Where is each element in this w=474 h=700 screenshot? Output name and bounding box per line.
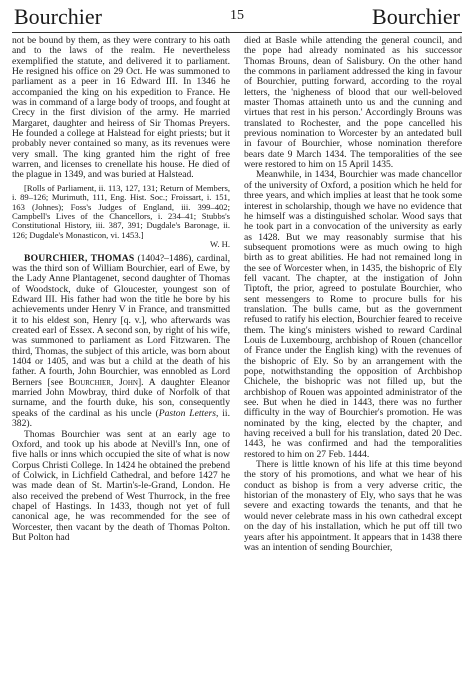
page-header xyxy=(0,0,474,30)
paragraph: There is little known of his life at this time beyond the story of his promotions, and what we hear of his conduct as bishop is from a very adverse critic, the historian of the monastery of Ely, who says that he was severe and exacting towards the tenants, and that he would never celebrate mass in his own cathedral except on the day of his installation, which he put off till two years after his appointment. It appears that in 1438 there was an intention of sending Bourchier, xyxy=(244,459,462,553)
entry-text: cardinal, was the third son of William Bourchier, earl of Ewe, by the Lady Anne Plantagenet, second daughter of Thomas of Woodstock, duke of Gloucester, youngest son of Edward III. His father had won the title he bore by his achievements under Henry V in France, and transmitted it to his eldest son, Henry [q. v.], who afterwards was created earl of Essex. A second son, by right of his wife, was summoned to parliament as Lord Fitzwaren. The third, Thomas, the subject of this article, was born about 1404 or 1405, and was but a child at the death of his father. A fourth, John Bourchier, was ennobled as Lord Berners [see xyxy=(12,252,230,388)
paragraph: Thomas Bourchier was sent at an early age to Oxford, and took up his abode at Nevill's Inn, one of five halls or inns which occupied the site of what is now Corpus Christi College. In 1424 he obtained the prebend of Colwick, in Lichfield Cathedral, and before 1427 he was made dean of St. Martin's-le-Grand, London. He also received the prebend of West Thurrock, in the free chapel of Hastings. In 1433, though not yet of full canonical age, he was recommended for the see of Worcester, then vacant by the death of Thomas Polton. But Polton had xyxy=(12,428,230,543)
references-text: [Rolls of Parliament, ii. 113, 127, 131; Return of Members, i. 89–126; Murimuth, 111, Eng. Hist. Soc.; Froissart, i. 151, 163 (Johnes); Foss's Judges of England, iii. 399–402; Campbell's Lives of the Chancellors, i. 234–41; Stubbs's Constitutional History, iii. 387, 391; Dugdale's Baronage, ii. 126; Dugdale's Monasticon, vi. 1453.] xyxy=(12,182,230,240)
header-rule xyxy=(12,32,462,33)
entry-text: , ii. 382). xyxy=(12,407,230,430)
right-column xyxy=(244,36,462,696)
paragraph: not be bound by them, as they were contrary to his oath and to the laws of the realm. He nevertheless exemplified the statute, and delivered it to parliament. He resigned his office on 29 Oct. He was summoned to parliament as a peer in 16 Edward III. In 1346 he accompanied the king on his expedition to France. He was in command of a large body of troops, and fought at Crecy in the first division of the army. He married Margaret, daughter and heiress of Sir Thomas Preyers. He founded a college at Halstead for eight priests; but it probably never contained so many, as its revenues were very small. The king granted him the right of free warren, and licenses to crenellate his house. He died of the plague in 1349, and was buried at Halstead. xyxy=(12,36,230,181)
page-number: 15 xyxy=(230,8,244,23)
entry-paragraph xyxy=(12,254,230,430)
running-head-right: Bourchier xyxy=(372,4,460,29)
references xyxy=(12,184,230,250)
running-head-left: Bourchier xyxy=(14,4,102,29)
left-column xyxy=(12,36,230,696)
entry-title: BOURCHIER, THOMAS xyxy=(24,252,135,264)
paragraph: died at Basle while attending the general council, and the pope had already nominated as his successor Thomas Brouns, dean of Salisbury. On the other hand the commons in parliament addressed the king in favour of Bourchier, putting forward, according to the royal letters, the 'nigheness of blood that our well-beloved master Thomas attaineth unto us and the cunning and virtues that rest in his person.' Accordingly Brouns was translated to Rochester, and the pope cancelled his previous nomination to Worcester by an antedated bull in favour of Bourchier, whose nomination therefore bears date 9 March 1434. The temporalities of the see were restored to him on 15 April 1435. xyxy=(244,36,462,171)
paragraph: Meanwhile, in 1434, Bourchier was made chancellor of the university of Oxford, a position which he held for three years, and which implies at least that he took some interest in scholarship, though we have no evidence that he himself was a distinguished scholar. Wood says that he took part in a convocation of the university as early as 1428. But we may reasonably surmise that his subsequent promotions were as much owing to high birth as to great abilities. He had not remained long in the see of Worcester when, in 1435, the bishopric of Ely fell vacant. The chapter, at the instigation of John Tiptoft, the prior, agreed to postulate Bourchier, who sent messengers to Rome to procure bulls for his translation. The bulls came, but as the government refused to ratify his election, Bourchier feared to receive them. The king's ministers wished to reward Cardinal Louis de Luxembourg, archbishop of Rouen (chancellor of France under the English king) with the revenues of the bishopric of Ely. So by an arrangement with the pope, notwithstanding the opposition of Archbishop Chichele, the bishopric was not filled up, but the archbishop of Rouen was appointed administrator of the see. But when he died in 1443, there was no further difficulty in the way of Bourchier's promotion. He was nominated by the king, elected by the chapter, and having received a bull for his translation, dated 20 Dec. 1443, he was confirmed and had the temporalities restored to him on 27 Feb. 1444. xyxy=(244,169,462,460)
author-signature: W. H. xyxy=(210,239,230,250)
entry-text: ]. A daughter Eleanor married John Mowbray, third duke of Norfolk of that surname, and the fourth duke, his son, consequently speaks of the cardinal as his uncle ( xyxy=(12,376,230,419)
cross-reference: Bourchier, John xyxy=(68,376,138,388)
citation: Paston Letters xyxy=(158,407,216,419)
entry-dates: (1404?–1486), xyxy=(137,252,194,264)
